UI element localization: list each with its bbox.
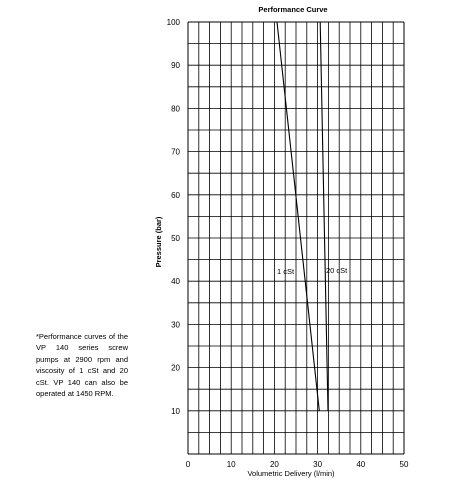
y-tick-label: 10 [171, 406, 180, 416]
y-axis-ticks [167, 18, 181, 416]
chart-footnote: *Performance curves of the VP 140 series screw pumps at 2900 rpm and viscosity of 1 cSt and 20 cSt. VP 140 can also be operated at 1450 RPM. [36, 332, 128, 399]
x-tick-label: 50 [399, 460, 409, 469]
y-tick-label: 60 [171, 190, 180, 200]
y-tick-label: 100 [166, 18, 180, 27]
series-label-1cst: 1 cSt [277, 267, 295, 276]
x-tick-label: 30 [313, 460, 323, 469]
y-tick-label: 20 [171, 363, 180, 373]
x-axis-label: Volumetric Delivery (l/min) [247, 469, 335, 478]
x-tick-label: 0 [185, 460, 191, 469]
y-tick-label: 50 [171, 234, 180, 243]
y-tick-label: 70 [171, 147, 180, 157]
x-tick-label: 20 [269, 460, 279, 469]
y-tick-label: 90 [171, 61, 180, 71]
series-label-20cst: 20 cSt [326, 266, 348, 275]
x-tick-label: 40 [356, 460, 366, 469]
y-tick-label: 40 [171, 277, 180, 287]
x-tick-label: 10 [226, 460, 236, 469]
chart-grid [188, 22, 404, 454]
x-axis-ticks [186, 460, 409, 469]
chart-title: Performance Curve [258, 5, 328, 14]
y-axis-label: Pressure (bar) [154, 216, 163, 268]
y-tick-label: 80 [171, 104, 180, 114]
y-tick-label: 30 [171, 320, 180, 330]
